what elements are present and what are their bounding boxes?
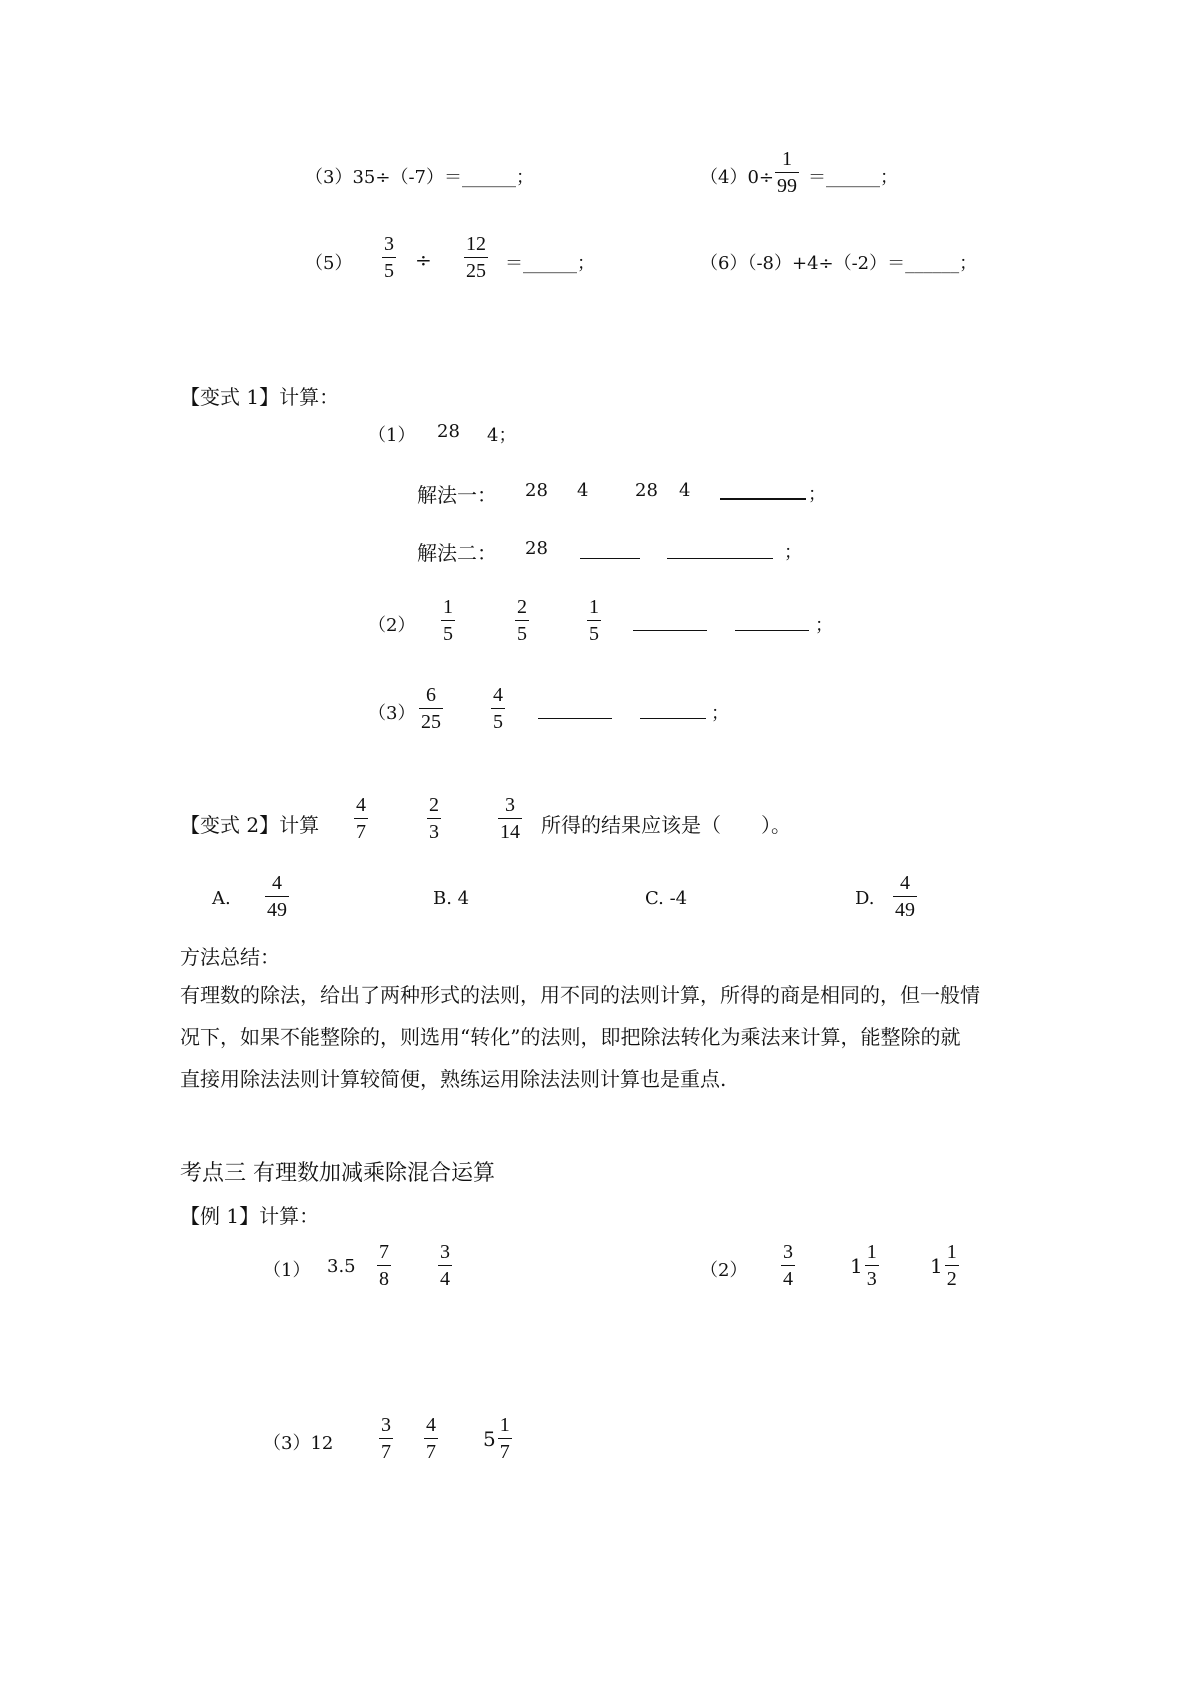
example-1-part-2-label: （2） (700, 1260, 748, 1281)
example-1-part-1-label: （1） (263, 1260, 311, 1281)
method-summary (180, 940, 1020, 1100)
example-1-part-3-mixed-1: 5 $\frac{1}{7}$ (483, 1414, 510, 1463)
variant-1-part-1-b: 4； (487, 425, 517, 446)
variant-1-part-3-blank-1[interactable] (538, 698, 612, 719)
problem-5-suffix: ＝______； (505, 253, 595, 274)
example-1-part-2-mixed-2: 1 $\frac{1}{2}$ (930, 1241, 957, 1290)
problem-5-label: （5） (305, 253, 353, 274)
method-1-answer-blank[interactable] (720, 478, 806, 500)
method-1-end: ； (808, 484, 826, 505)
variant-1-part-2-blank-1[interactable] (633, 610, 707, 631)
variant-2-title: 【变式 2】计算 (180, 813, 320, 837)
problem-5-fraction-a: 3 5 (384, 233, 394, 282)
example-1-part-2-mixed-1: 1 $\frac{1}{3}$ (850, 1241, 877, 1290)
variant-1-part-2-fraction-3: 1 5 (589, 596, 599, 645)
variant-1-part-3-blank-2[interactable] (640, 698, 706, 719)
variant-2-fraction-3: 3 14 (500, 794, 520, 843)
example-1-part-3-fraction-2: 4 7 (426, 1414, 436, 1463)
variant-1-part-2-fraction-2: 2 5 (517, 596, 527, 645)
variant-1-part-1-a: 28 (437, 421, 460, 442)
example-1-part-1-a: 3.5 (327, 1256, 356, 1277)
example-1-part-3-fraction-1: 3 7 (381, 1414, 391, 1463)
method-2-blank-1[interactable] (580, 538, 640, 559)
problem-4-suffix: ＝______； (808, 167, 898, 188)
method-summary-heading: 方法总结： (180, 945, 280, 969)
problem-6: （6）（-8）+4÷（-2）＝______； (700, 253, 978, 274)
variant-1-part-3-fraction-2: 4 5 (493, 684, 503, 733)
variant-1-part-2-end: ； (815, 615, 833, 636)
variant-1-title: 【变式 1】计算： (180, 385, 340, 409)
variant-2-fraction-2: 2 3 (429, 794, 439, 843)
method-2-blank-2[interactable] (667, 538, 773, 559)
problem-4-fraction: 1 99 (777, 148, 797, 197)
variant-1-part-1-label: （1） (368, 425, 416, 446)
example-1-part-2-fraction-1: 3 4 (783, 1241, 793, 1290)
variant-2-tail: 所得的结果应该是（ ）。 (541, 813, 791, 837)
problem-4-prefix: （4）0÷ (700, 167, 774, 188)
method-1-label: 解法一： (417, 483, 497, 507)
method-summary-line-1: 有理数的除法，给出了两种形式的法则，用不同的法则计算，所得的商是相同的，但一般情 (180, 983, 980, 1007)
section-3-title: 考点三 有理数加减乘除混合运算 (180, 1161, 495, 1186)
variant-1-part-2-fraction-1: 1 5 (443, 596, 453, 645)
example-1-part-1-fraction-2: 3 4 (440, 1241, 450, 1290)
variant-1-part-2-label: （2） (368, 615, 416, 636)
method-summary-line-3: 直接用除法法则计算较简便，熟练运用除法法则计算也是重点. (180, 1067, 727, 1091)
problem-5-fraction-b: 12 25 (466, 233, 486, 282)
option-c[interactable]: C. -4 (645, 888, 688, 909)
method-1-d: 4 (679, 480, 691, 501)
method-1-a: 28 (525, 480, 548, 501)
problem-3: （3）35÷（-7）＝______； (305, 167, 534, 188)
method-2-label: 解法二： (417, 541, 497, 565)
method-summary-line-2: 况下，如果不能整除的，则选用“转化”的法则，即把除法转化为乘法来计算，能整除的就 (180, 1025, 961, 1049)
method-2-a: 28 (525, 538, 548, 559)
example-1-title: 【例 1】计算： (180, 1204, 320, 1228)
variant-1-part-3-end: ； (711, 703, 729, 724)
example-1-part-3-label: （3）12 (263, 1433, 334, 1454)
variant-1-part-3-label: （3） (368, 703, 416, 724)
variant-1-part-2-blank-2[interactable] (735, 610, 809, 631)
option-a-fraction: 4 49 (267, 872, 287, 921)
option-b[interactable]: B. 4 (433, 888, 470, 909)
method-2-end: ； (784, 542, 802, 563)
method-1-c: 28 (635, 480, 658, 501)
variant-1-part-3-fraction-1: 6 25 (421, 684, 441, 733)
problem-5-divide: ÷ (415, 248, 432, 272)
example-1-part-1-fraction-1: 7 8 (379, 1241, 389, 1290)
option-d-fraction: 4 49 (895, 872, 915, 921)
option-a-label[interactable]: A. (212, 888, 231, 909)
method-1-b: 4 (577, 480, 589, 501)
variant-2-fraction-1: 4 7 (356, 794, 366, 843)
option-d-label[interactable]: D. (855, 888, 875, 909)
